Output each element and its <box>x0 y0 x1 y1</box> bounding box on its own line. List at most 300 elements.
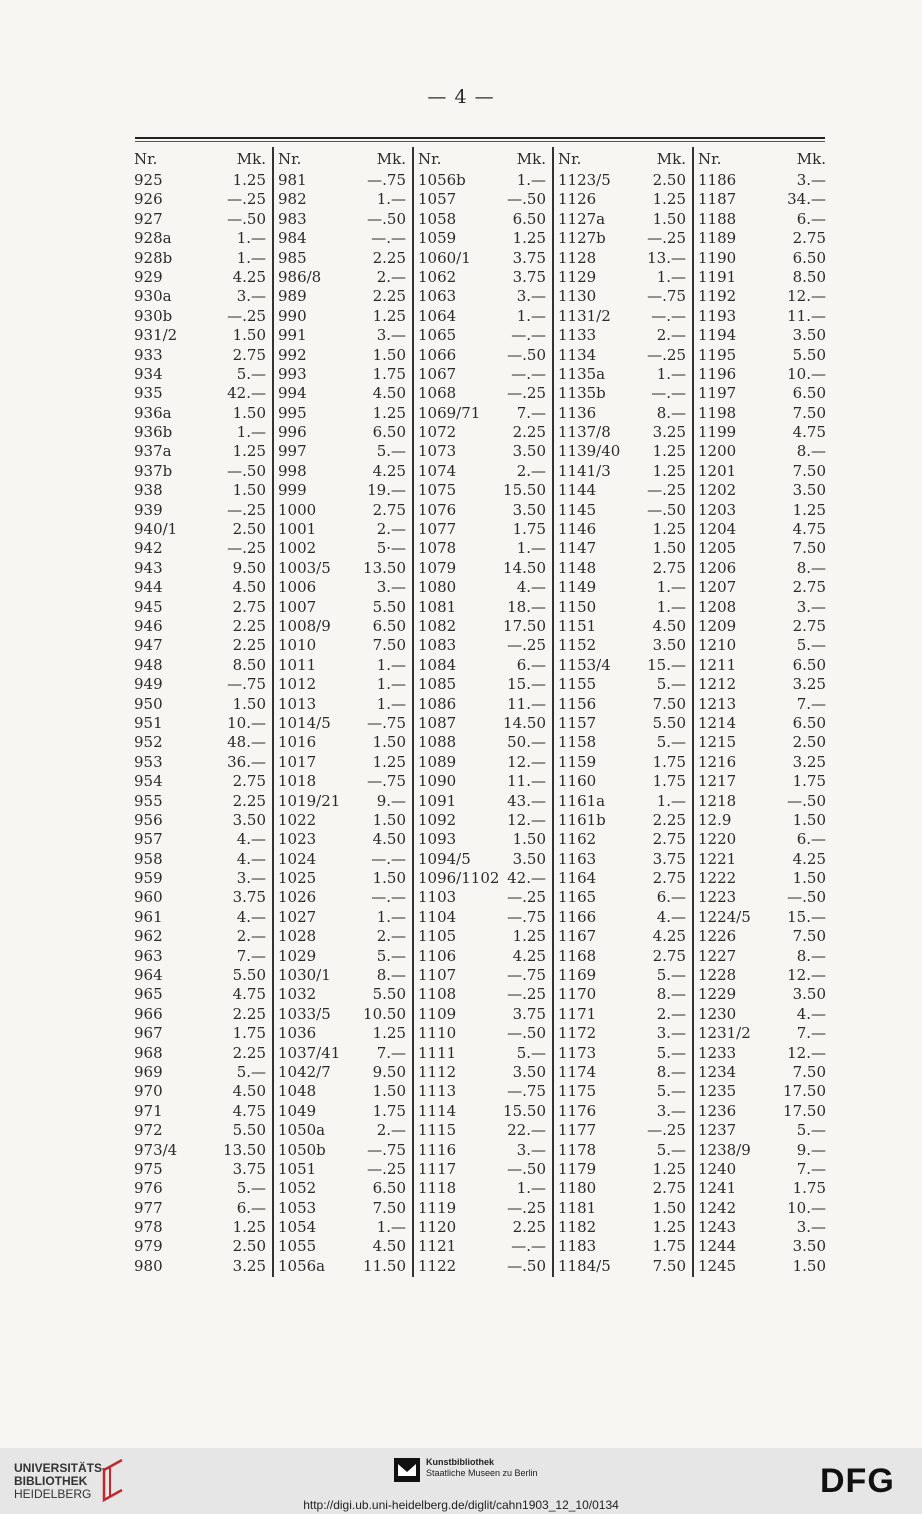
table-row <box>418 598 552 617</box>
item-number: 938 <box>134 481 163 500</box>
item-price: 48.— <box>227 733 266 752</box>
item-number: 1024 <box>278 849 317 868</box>
item-number: 928a <box>134 229 172 248</box>
item-price: 2.— <box>376 1121 406 1140</box>
item-number: 1122 <box>418 1256 457 1275</box>
table-row <box>698 869 832 888</box>
table-header-row <box>418 147 552 171</box>
item-price: 1.50 <box>372 1082 406 1101</box>
table-row <box>134 675 272 694</box>
item-number: 1203 <box>698 500 737 519</box>
source-url[interactable]: http://digi.ub.uni-heidelberg.de/diglit/cahn1903_12_10/0134 <box>303 1498 619 1512</box>
item-number: 1168 <box>558 946 597 965</box>
table-row <box>134 1082 272 1101</box>
table-row <box>134 1044 272 1063</box>
item-number: 1233 <box>698 1043 737 1062</box>
item-price: 3.— <box>376 326 406 345</box>
item-number: 1077 <box>418 520 457 539</box>
item-number: 1000 <box>278 500 317 519</box>
ub-heidelberg-logo-text[interactable] <box>14 1462 106 1501</box>
table-row <box>418 578 552 597</box>
item-number: 979 <box>134 1237 163 1256</box>
kunstbibliothek-logo-icon[interactable] <box>394 1458 420 1482</box>
item-price: 4.— <box>236 830 266 849</box>
item-price: 5.— <box>376 946 406 965</box>
table-row <box>278 171 412 190</box>
item-number: 956 <box>134 810 163 829</box>
table-row <box>698 1044 832 1063</box>
table-row <box>418 1024 552 1043</box>
table-row <box>278 404 412 423</box>
table-row <box>558 656 692 675</box>
table-row <box>134 985 272 1004</box>
table-row <box>698 1005 832 1024</box>
item-number: 1200 <box>698 442 737 461</box>
item-number: 1053 <box>278 1198 317 1217</box>
item-number: 1110 <box>418 1024 457 1043</box>
item-number: 1131/2 <box>558 306 611 325</box>
item-price: 1.25 <box>652 1159 686 1178</box>
table-row <box>278 578 412 597</box>
item-number: 1201 <box>698 461 737 480</box>
item-price: 17.50 <box>783 1101 826 1120</box>
table-row <box>558 559 692 578</box>
item-price: 1.— <box>656 578 686 597</box>
table-row <box>558 1102 692 1121</box>
item-price: 2.75 <box>792 229 826 248</box>
item-number: 1183 <box>558 1237 597 1256</box>
table-row <box>558 636 692 655</box>
table-row <box>698 210 832 229</box>
table-row <box>558 733 692 752</box>
item-number: 929 <box>134 267 163 286</box>
item-number: 1179 <box>558 1159 597 1178</box>
item-number: 1104 <box>418 907 457 926</box>
ub-heidelberg-logo-icon[interactable] <box>96 1456 126 1504</box>
table-row <box>418 947 552 966</box>
item-price: 1.25 <box>652 190 686 209</box>
item-number: 1018 <box>278 772 317 791</box>
item-price: 4.50 <box>232 1082 266 1101</box>
item-price: 2.— <box>236 927 266 946</box>
item-price: 10.50 <box>363 1004 406 1023</box>
table-row <box>558 927 692 946</box>
item-number: 1056b <box>418 171 466 189</box>
table-row <box>558 947 692 966</box>
table-row <box>278 1141 412 1160</box>
item-price: 5.— <box>236 1179 266 1198</box>
table-column <box>552 147 692 1277</box>
table-row <box>278 326 412 345</box>
header-nr: Nr. <box>558 150 582 168</box>
table-row <box>278 268 412 287</box>
table-row <box>698 985 832 1004</box>
item-price: 2.25 <box>512 1218 546 1237</box>
item-number: 1011 <box>278 655 317 674</box>
item-number: 1079 <box>418 558 457 577</box>
item-number: 944 <box>134 578 163 597</box>
table-row <box>558 423 692 442</box>
item-number: 931/2 <box>134 326 178 345</box>
item-price: 2.25 <box>652 810 686 829</box>
item-price: 1.75 <box>652 772 686 791</box>
item-number: 1229 <box>698 985 737 1004</box>
table-row <box>418 1160 552 1179</box>
table-row <box>558 210 692 229</box>
item-number: 1221 <box>698 849 737 868</box>
item-price: 1.— <box>516 171 546 189</box>
item-number: 983 <box>278 209 307 228</box>
kb-title: Kunstbibliothek <box>426 1457 494 1467</box>
table-row <box>418 1199 552 1218</box>
table-row <box>134 307 272 326</box>
table-row <box>278 229 412 248</box>
item-price: 1.75 <box>652 752 686 771</box>
item-number: 1216 <box>698 752 737 771</box>
item-number: 1231/2 <box>698 1024 751 1043</box>
ub-line-1: UNIVERSITÄTS- <box>14 1461 107 1475</box>
item-number: 1237 <box>698 1121 737 1140</box>
table-row <box>418 714 552 733</box>
item-number: 1176 <box>558 1101 597 1120</box>
table-row <box>134 520 272 539</box>
table-row <box>278 462 412 481</box>
item-number: 1114 <box>418 1101 457 1120</box>
table-row <box>278 307 412 326</box>
item-number: 942 <box>134 539 163 558</box>
table-row <box>698 346 832 365</box>
item-number: 937a <box>134 442 172 461</box>
item-price: 11.— <box>507 772 546 791</box>
table-row <box>558 675 692 694</box>
table-row <box>278 501 412 520</box>
item-price: 11.— <box>507 694 546 713</box>
item-price: 2.25 <box>232 1043 266 1062</box>
item-number: 946 <box>134 616 163 635</box>
item-price: 2.25 <box>372 287 406 306</box>
item-number: 1081 <box>418 597 457 616</box>
table-row <box>134 249 272 268</box>
item-number: 1177 <box>558 1121 597 1140</box>
table-row <box>278 384 412 403</box>
item-number: 957 <box>134 830 163 849</box>
item-number: 936b <box>134 423 173 442</box>
item-number: 1181 <box>558 1198 597 1217</box>
item-price: 4.— <box>516 578 546 597</box>
table-row <box>698 190 832 209</box>
table-row <box>418 1044 552 1063</box>
table-row <box>698 811 832 830</box>
item-price: 2.75 <box>232 772 266 791</box>
item-number: 996 <box>278 423 307 442</box>
item-number: 1139/40 <box>558 442 621 461</box>
item-price: 1.— <box>656 364 686 383</box>
table-row <box>698 830 832 849</box>
item-price: 4.25 <box>372 461 406 480</box>
item-price: 6.50 <box>512 209 546 228</box>
item-price: 15.— <box>507 675 546 694</box>
table-row <box>418 287 552 306</box>
item-price: 11.— <box>787 306 826 325</box>
table-row <box>278 966 412 985</box>
table-row <box>278 539 412 558</box>
item-price: 1.— <box>376 1218 406 1237</box>
table-column <box>692 147 832 1277</box>
item-price: 3.50 <box>232 810 266 829</box>
item-price: 1.50 <box>512 830 546 849</box>
table-row <box>134 1199 272 1218</box>
table-row <box>418 656 552 675</box>
item-number: 1158 <box>558 733 597 752</box>
table-row <box>698 1218 832 1237</box>
table-column <box>412 147 552 1277</box>
table-row <box>558 578 692 597</box>
item-number: 1166 <box>558 907 597 926</box>
item-number: 985 <box>278 248 307 267</box>
table-row <box>278 1044 412 1063</box>
item-price: 2.25 <box>512 423 546 442</box>
table-row <box>418 792 552 811</box>
item-number: 1127a <box>558 209 606 228</box>
table-row <box>558 287 692 306</box>
item-number: 1137/8 <box>558 423 611 442</box>
table-row <box>278 442 412 461</box>
table-row <box>418 1082 552 1101</box>
item-price: —.25 <box>507 1198 546 1217</box>
item-price: 3.— <box>376 578 406 597</box>
item-number: 1160 <box>558 772 597 791</box>
table-row <box>558 1005 692 1024</box>
table-row <box>698 636 832 655</box>
table-row <box>134 423 272 442</box>
item-number: 1060/1 <box>418 248 471 267</box>
table-row <box>418 442 552 461</box>
table-row <box>278 1179 412 1198</box>
header-nr: Nr. <box>418 150 442 168</box>
table-row <box>418 326 552 345</box>
item-number: 1063 <box>418 287 457 306</box>
table-row <box>134 966 272 985</box>
table-row <box>278 927 412 946</box>
item-number: 1180 <box>558 1179 597 1198</box>
table-row <box>134 830 272 849</box>
item-price: 3.25 <box>652 423 686 442</box>
item-number: 998 <box>278 461 307 480</box>
item-number: 1025 <box>278 869 317 888</box>
table-column <box>272 147 412 1277</box>
table-row <box>698 1121 832 1140</box>
table-row <box>134 501 272 520</box>
item-price: 10.— <box>787 364 826 383</box>
table-row <box>698 1024 832 1043</box>
item-price: 1.75 <box>372 364 406 383</box>
item-number: 1173 <box>558 1043 597 1062</box>
item-number: 959 <box>134 869 163 888</box>
item-number: 1174 <box>558 1062 597 1081</box>
table-header-row <box>698 147 832 171</box>
table-row <box>278 985 412 1004</box>
table-row <box>278 869 412 888</box>
item-number: 1195 <box>698 345 737 364</box>
item-number: 1074 <box>418 461 457 480</box>
table-row <box>698 966 832 985</box>
table-row <box>418 753 552 772</box>
table-row <box>698 171 832 190</box>
item-number: 986/8 <box>278 267 322 286</box>
item-price: 5.— <box>656 1140 686 1159</box>
table-row <box>278 1218 412 1237</box>
item-price: 3.— <box>236 287 266 306</box>
item-price: 6.— <box>796 209 826 228</box>
table-row <box>698 714 832 733</box>
item-price: 1.75 <box>372 1101 406 1120</box>
item-price: —.50 <box>227 461 266 480</box>
table-row <box>558 1237 692 1256</box>
item-price: 4.— <box>656 907 686 926</box>
item-number: 936a <box>134 403 172 422</box>
item-price: 8.— <box>796 946 826 965</box>
item-number: 1033/5 <box>278 1004 331 1023</box>
item-number: 1144 <box>558 481 597 500</box>
table-row <box>558 539 692 558</box>
item-number: 1090 <box>418 772 457 791</box>
item-price: —.25 <box>647 345 686 364</box>
item-price: 3.50 <box>512 442 546 461</box>
item-number: 1238/9 <box>698 1140 751 1159</box>
item-price: 14.50 <box>503 713 546 732</box>
table-row <box>418 733 552 752</box>
item-price: 1.75 <box>792 1179 826 1198</box>
item-price: 6.50 <box>792 713 826 732</box>
item-price: 1.50 <box>652 539 686 558</box>
item-price: 12.— <box>507 752 546 771</box>
item-number: 1127b <box>558 229 606 248</box>
table-row <box>698 287 832 306</box>
kunstbibliothek-text <box>426 1457 538 1479</box>
item-price: —.25 <box>507 636 546 655</box>
item-number: 1010 <box>278 636 317 655</box>
item-number: 1069/71 <box>418 403 481 422</box>
item-price: —.25 <box>507 888 546 907</box>
item-number: 1202 <box>698 481 737 500</box>
item-price: 15.50 <box>503 481 546 500</box>
item-number: 930b <box>134 306 173 325</box>
table-row <box>134 578 272 597</box>
item-number: 1240 <box>698 1159 737 1178</box>
table-row <box>134 346 272 365</box>
item-number: 1164 <box>558 869 597 888</box>
item-number: 1126 <box>558 190 597 209</box>
item-number: 997 <box>278 442 307 461</box>
item-price: 3.75 <box>652 849 686 868</box>
item-number: 982 <box>278 190 307 209</box>
item-price: 8.— <box>796 558 826 577</box>
item-price: —.75 <box>647 287 686 306</box>
item-price: 1.— <box>376 675 406 694</box>
item-price: 2.— <box>376 267 406 286</box>
table-row <box>134 442 272 461</box>
item-number: 1170 <box>558 985 597 1004</box>
item-price: —.25 <box>507 384 546 403</box>
item-price: 1.25 <box>372 1024 406 1043</box>
item-price: —.75 <box>367 772 406 791</box>
table-row <box>698 772 832 791</box>
table-row <box>134 190 272 209</box>
item-number: 1186 <box>698 171 737 189</box>
table-row <box>558 772 692 791</box>
item-number: 1067 <box>418 364 457 383</box>
table-row <box>698 1160 832 1179</box>
item-number: 992 <box>278 345 307 364</box>
table-row <box>134 268 272 287</box>
table-row <box>558 307 692 326</box>
item-price: 6.— <box>236 1198 266 1217</box>
item-number: 1241 <box>698 1179 737 1198</box>
item-price: 3.— <box>796 597 826 616</box>
item-price: 1.25 <box>232 442 266 461</box>
table-row <box>698 1179 832 1198</box>
table-row <box>134 714 272 733</box>
item-number: 1188 <box>698 209 737 228</box>
item-number: 965 <box>134 985 163 1004</box>
item-number: 1171 <box>558 1004 597 1023</box>
item-price: 5.50 <box>232 966 266 985</box>
table-row <box>134 1237 272 1256</box>
item-price: 2.75 <box>232 597 266 616</box>
item-number: 964 <box>134 966 163 985</box>
item-price: 4.75 <box>792 423 826 442</box>
table-row <box>698 1082 832 1101</box>
item-price: —.— <box>371 849 406 868</box>
table-row <box>278 423 412 442</box>
item-number: 1222 <box>698 869 737 888</box>
item-price: —.75 <box>227 675 266 694</box>
table-row <box>134 598 272 617</box>
item-number: 1075 <box>418 481 457 500</box>
item-price: 1.— <box>656 791 686 810</box>
item-number: 1217 <box>698 772 737 791</box>
item-number: 1165 <box>558 888 597 907</box>
item-price: 1.75 <box>232 1024 266 1043</box>
top-rule <box>135 137 825 139</box>
item-price: 1.50 <box>372 733 406 752</box>
item-price: —.50 <box>787 888 826 907</box>
dfg-logo[interactable]: DFG <box>820 1462 895 1500</box>
item-price: 5·— <box>376 539 406 558</box>
item-price: 3.50 <box>512 849 546 868</box>
table-row <box>418 1121 552 1140</box>
table-row <box>134 695 272 714</box>
item-number: 1208 <box>698 597 737 616</box>
table-row <box>418 384 552 403</box>
item-price: 8.— <box>656 985 686 1004</box>
top-rule-thin <box>135 141 825 142</box>
item-price: 4.25 <box>512 946 546 965</box>
item-number: 1169 <box>558 966 597 985</box>
table-header-row <box>558 147 692 171</box>
table-row <box>278 1063 412 1082</box>
item-price: 5.50 <box>792 345 826 364</box>
item-number: 1159 <box>558 752 597 771</box>
item-price: —.75 <box>507 907 546 926</box>
item-price: —.25 <box>647 229 686 248</box>
item-number: 955 <box>134 791 163 810</box>
item-number: 969 <box>134 1062 163 1081</box>
item-price: 3.— <box>236 869 266 888</box>
item-price: 3.25 <box>232 1256 266 1275</box>
item-price: 8.— <box>796 442 826 461</box>
item-price: —.— <box>651 384 686 403</box>
